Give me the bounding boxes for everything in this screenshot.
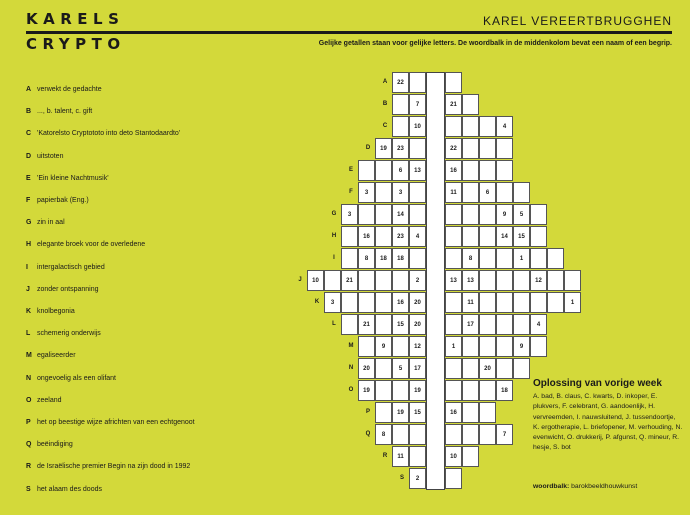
clue-text: 'Katorelsto Cryptototo into deto Stantodaardto': [37, 130, 181, 138]
clue-letter: P: [26, 419, 31, 426]
clue-letter: E: [26, 174, 31, 182]
grid-cell[interactable]: 13: [409, 160, 426, 181]
grid-cell[interactable]: [409, 138, 426, 159]
clue-l: [26, 330, 101, 337]
grid-cell[interactable]: [409, 248, 426, 269]
clue-text: zonder ontspanning: [37, 285, 99, 293]
clue-text: ..., b. talent, c. gift: [37, 108, 93, 116]
grid-cell[interactable]: [479, 204, 496, 225]
clue-e: [26, 175, 109, 182]
grid-cell[interactable]: [409, 446, 426, 467]
grid-cell[interactable]: [375, 182, 392, 203]
grid-cell[interactable]: 20: [409, 314, 426, 335]
grid-cell[interactable]: [462, 182, 479, 203]
clue-text: schemerig onderwijs: [37, 330, 101, 338]
grid-cell[interactable]: 3: [324, 292, 341, 313]
grid-cell[interactable]: 18: [375, 248, 392, 269]
clue-letter: B: [26, 108, 32, 116]
grid-cell[interactable]: [479, 336, 496, 357]
clue-text: zin in aal: [37, 219, 65, 227]
clue-o: [26, 397, 62, 404]
grid-cell[interactable]: 9: [375, 336, 392, 357]
grid-cell[interactable]: 16: [445, 402, 462, 423]
grid-cell[interactable]: [496, 160, 513, 181]
clue-r: [26, 463, 190, 470]
grid-cell[interactable]: 23: [392, 138, 409, 159]
clue-letter: K: [26, 308, 32, 315]
clue-m: [26, 352, 76, 359]
clue-letter: N: [26, 374, 32, 382]
clue-text: zeeland: [37, 396, 62, 404]
grid-cell[interactable]: 20: [409, 292, 426, 313]
row-label-k: K: [314, 299, 320, 305]
grid-cell[interactable]: [409, 424, 426, 445]
grid-cell[interactable]: 1: [564, 292, 581, 313]
grid-cell[interactable]: [479, 248, 496, 269]
grid-cell[interactable]: 22: [445, 138, 462, 159]
clue-text: 'Ein kleine Nachtmusik': [37, 174, 109, 182]
grid-cell[interactable]: [496, 138, 513, 159]
grid-cell[interactable]: 2: [409, 270, 426, 291]
grid-cell[interactable]: 6: [392, 160, 409, 181]
grid-cell[interactable]: 8: [375, 424, 392, 445]
clue-text: egaliseerder: [37, 352, 76, 360]
clue-text: het alaam des doods: [37, 485, 102, 493]
grid-cell[interactable]: [341, 226, 358, 247]
grid-cell[interactable]: [392, 116, 409, 137]
grid-cell[interactable]: 21: [358, 314, 375, 335]
grid-cell[interactable]: [479, 314, 496, 335]
grid-cell[interactable]: [496, 292, 513, 313]
clue-text: het op beestige wijze africhten van een echtgenoot: [37, 419, 195, 426]
grid-cell[interactable]: [530, 204, 547, 225]
grid-cell[interactable]: [462, 380, 479, 401]
grid-cell[interactable]: [375, 402, 392, 423]
grid-cell[interactable]: [530, 248, 547, 269]
grid-cell[interactable]: 19: [392, 402, 409, 423]
clue-f: [26, 197, 89, 204]
grid-cell[interactable]: 9: [513, 336, 530, 357]
grid-cell[interactable]: 15: [513, 226, 530, 247]
grid-cell[interactable]: [547, 248, 564, 269]
clue-letter: J: [26, 285, 30, 293]
grid-cell[interactable]: 14: [392, 204, 409, 225]
grid-cell[interactable]: 17: [462, 314, 479, 335]
word-bar-value: barokbeeldhouwkunst: [571, 483, 638, 490]
grid-cell[interactable]: [530, 292, 547, 313]
solution-text: A. bad, B. claus, C. kwarts, D. inkoper, E. plukvers, F. celebrant, G. aandoenlijk, H. vervreemden, I. nauwsluitend, J. tussendoortje, K. ergotherapie, L. briefopener, M. verhouding, N. evenwicht, O. drukkerij, P. afgunst, Q. mineur, R. hesje, S. bot: [533, 393, 683, 452]
grid-cell[interactable]: [479, 270, 496, 291]
grid-cell[interactable]: 4: [496, 116, 513, 137]
clue-s: [26, 486, 102, 493]
grid-cell[interactable]: [392, 94, 409, 115]
grid-cell[interactable]: [479, 226, 496, 247]
clue-letter: O: [26, 396, 32, 404]
logo-line-2: CRYPTO: [26, 35, 126, 53]
clue-letter: D: [26, 152, 32, 160]
clue-k: [26, 308, 75, 315]
clue-letter: L: [26, 330, 31, 338]
grid-cell[interactable]: [479, 160, 496, 181]
grid-cell[interactable]: [496, 248, 513, 269]
grid-cell[interactable]: 11: [445, 182, 462, 203]
row-label-r: R: [382, 453, 388, 459]
grid-cell[interactable]: 3: [392, 182, 409, 203]
row-label-d: D: [365, 145, 371, 151]
clue-b: [26, 108, 92, 115]
instructions: Gelijke getallen staan voor gelijke letters. De woordbalk in de middenkolom bevat een naam of een begrip.: [318, 40, 672, 47]
grid-cell[interactable]: 7: [409, 94, 426, 115]
grid-cell[interactable]: [513, 314, 530, 335]
grid-cell[interactable]: [375, 270, 392, 291]
grid-cell[interactable]: [462, 138, 479, 159]
grid-cell[interactable]: 8: [462, 248, 479, 269]
grid-cell[interactable]: [341, 248, 358, 269]
grid-cell[interactable]: [445, 226, 462, 247]
word-bar-column[interactable]: [426, 72, 445, 490]
clue-text: beëindiging: [37, 441, 73, 449]
grid-cell[interactable]: 19: [409, 380, 426, 401]
grid-cell[interactable]: [496, 336, 513, 357]
solution-title: Oplossing van vorige week: [533, 378, 662, 389]
grid-cell[interactable]: 15: [392, 314, 409, 335]
author-name: KAREL VEREERTBRUGGHEN: [482, 14, 672, 28]
grid-cell[interactable]: 1: [445, 336, 462, 357]
grid-cell[interactable]: [409, 72, 426, 93]
grid-cell[interactable]: [496, 270, 513, 291]
grid-cell[interactable]: [445, 204, 462, 225]
grid-cell[interactable]: [375, 380, 392, 401]
row-label-f: F: [349, 189, 353, 195]
grid-cell[interactable]: 8: [358, 248, 375, 269]
row-label-g: G: [331, 211, 337, 217]
clue-letter: F: [26, 197, 31, 204]
grid-cell[interactable]: 22: [392, 72, 409, 93]
grid-cell[interactable]: [445, 248, 462, 269]
grid-cell[interactable]: [445, 314, 462, 335]
clue-q: [26, 441, 73, 448]
grid-cell[interactable]: [445, 292, 462, 313]
row-label-c: C: [382, 123, 388, 129]
grid-cell[interactable]: [462, 402, 479, 423]
clue-g: [26, 219, 65, 226]
grid-cell[interactable]: 15: [409, 402, 426, 423]
grid-cell[interactable]: [445, 116, 462, 137]
grid-cell[interactable]: [496, 358, 513, 379]
grid-cell[interactable]: [392, 270, 409, 291]
grid-cell[interactable]: 21: [341, 270, 358, 291]
clue-letter: G: [26, 219, 32, 227]
row-label-m: M: [348, 343, 354, 349]
grid-cell[interactable]: [375, 358, 392, 379]
grid-cell[interactable]: [409, 182, 426, 203]
clue-i: [26, 264, 105, 271]
grid-cell[interactable]: [445, 424, 462, 445]
grid-cell[interactable]: 6: [479, 182, 496, 203]
grid-cell[interactable]: [462, 116, 479, 137]
grid-cell[interactable]: 1: [513, 248, 530, 269]
grid-cell[interactable]: [479, 380, 496, 401]
row-label-q: Q: [365, 431, 371, 437]
grid-cell[interactable]: 20: [479, 358, 496, 379]
grid-cell[interactable]: [375, 292, 392, 313]
grid-cell[interactable]: [358, 292, 375, 313]
row-label-a: A: [382, 79, 388, 85]
clue-text: papierbak (Eng.): [37, 197, 89, 204]
clue-letter: S: [26, 485, 31, 493]
grid-cell[interactable]: [479, 402, 496, 423]
clue-n: [26, 375, 116, 382]
row-label-e: E: [348, 167, 353, 173]
clue-j: [26, 286, 99, 293]
grid-cell[interactable]: [341, 314, 358, 335]
grid-cell[interactable]: [479, 116, 496, 137]
grid-cell[interactable]: 10: [307, 270, 324, 291]
clue-text: knolbegonia: [37, 308, 75, 315]
grid-cell[interactable]: [496, 314, 513, 335]
grid-cell[interactable]: 18: [392, 248, 409, 269]
grid-cell[interactable]: [445, 72, 462, 93]
row-label-j: J: [298, 277, 302, 283]
clue-letter: M: [26, 352, 32, 360]
grid-cell[interactable]: 17: [409, 358, 426, 379]
grid-cell[interactable]: 12: [409, 336, 426, 357]
grid-cell[interactable]: 16: [358, 226, 375, 247]
clue-letter: I: [26, 263, 28, 271]
grid-cell[interactable]: [392, 380, 409, 401]
clue-text: elegante broek voor de overledene: [37, 241, 146, 249]
grid-cell[interactable]: 3: [358, 182, 375, 203]
grid-cell[interactable]: [375, 160, 392, 181]
grid-cell[interactable]: 16: [392, 292, 409, 313]
grid-cell[interactable]: 5: [513, 204, 530, 225]
grid-cell[interactable]: 20: [358, 358, 375, 379]
clue-text: de Israëlische premier Begin na zijn dood in 1992: [37, 463, 191, 471]
grid-cell[interactable]: [358, 270, 375, 291]
grid-cell[interactable]: 21: [445, 94, 462, 115]
grid-cell[interactable]: [375, 204, 392, 225]
grid-cell[interactable]: 11: [392, 446, 409, 467]
grid-cell[interactable]: [513, 292, 530, 313]
grid-cell[interactable]: 16: [445, 160, 462, 181]
clue-text: ongevoelig als een olifant: [37, 374, 117, 382]
grid-cell[interactable]: 5: [392, 358, 409, 379]
solution-word-bar: [533, 483, 637, 490]
grid-cell[interactable]: 19: [358, 380, 375, 401]
grid-cell[interactable]: 10: [409, 116, 426, 137]
grid-cell[interactable]: [530, 336, 547, 357]
grid-cell[interactable]: 18: [496, 380, 513, 401]
grid-cell[interactable]: 12: [530, 270, 547, 291]
grid-cell[interactable]: [479, 138, 496, 159]
clue-letter: A: [26, 86, 32, 93]
grid-cell[interactable]: 23: [392, 226, 409, 247]
row-label-h: H: [331, 233, 337, 239]
grid-cell[interactable]: 13: [462, 270, 479, 291]
logo-line-1: KARELS: [26, 10, 125, 28]
grid-cell[interactable]: 3: [341, 204, 358, 225]
clue-a: [26, 86, 102, 93]
grid-cell[interactable]: [479, 424, 496, 445]
grid-cell[interactable]: [358, 336, 375, 357]
grid-cell[interactable]: [392, 336, 409, 357]
row-label-o: O: [348, 387, 354, 393]
grid-cell[interactable]: [462, 94, 479, 115]
grid-cell[interactable]: [462, 160, 479, 181]
grid-cell[interactable]: [547, 292, 564, 313]
clue-letter: R: [26, 463, 32, 471]
grid-cell[interactable]: [547, 270, 564, 291]
grid-cell[interactable]: 4: [530, 314, 547, 335]
clue-letter: Q: [26, 441, 32, 449]
clue-h: [26, 241, 145, 248]
grid-cell[interactable]: [462, 446, 479, 467]
row-label-l: L: [332, 321, 336, 327]
grid-cell[interactable]: [530, 226, 547, 247]
grid-cell[interactable]: 7: [496, 424, 513, 445]
row-label-s: S: [399, 475, 404, 481]
clue-text: uitstoten: [37, 152, 64, 160]
grid-cell[interactable]: 9: [496, 204, 513, 225]
grid-cell[interactable]: 19: [375, 138, 392, 159]
grid-cell[interactable]: [358, 204, 375, 225]
row-label-n: N: [348, 365, 354, 371]
grid-cell[interactable]: [392, 424, 409, 445]
grid-cell[interactable]: [496, 182, 513, 203]
grid-cell[interactable]: [409, 204, 426, 225]
clue-text: verwekt de gedachte: [37, 86, 102, 93]
word-bar-label: woordbalk:: [533, 483, 570, 490]
grid-cell[interactable]: [462, 424, 479, 445]
grid-cell[interactable]: [341, 292, 358, 313]
grid-cell[interactable]: [445, 468, 462, 489]
grid-cell[interactable]: [445, 380, 462, 401]
grid-cell[interactable]: [375, 314, 392, 335]
grid-cell[interactable]: [375, 226, 392, 247]
grid-cell[interactable]: [462, 336, 479, 357]
grid-cell[interactable]: 10: [445, 446, 462, 467]
grid-cell[interactable]: 14: [496, 226, 513, 247]
grid-cell[interactable]: [324, 270, 341, 291]
clue-letter: C: [26, 130, 32, 138]
clue-text: intergalactisch gebied: [37, 263, 105, 271]
grid-cell[interactable]: [513, 270, 530, 291]
grid-cell[interactable]: [479, 292, 496, 313]
solution-box: [533, 378, 683, 490]
grid-cell[interactable]: [445, 358, 462, 379]
grid-cell[interactable]: [462, 204, 479, 225]
clue-c: [26, 130, 180, 137]
grid-cell[interactable]: 13: [445, 270, 462, 291]
grid-cell[interactable]: [462, 226, 479, 247]
clue-d: [26, 153, 63, 160]
row-label-i: I: [333, 255, 335, 261]
grid-cell[interactable]: 11: [462, 292, 479, 313]
grid-cell[interactable]: [513, 182, 530, 203]
grid-cell[interactable]: [358, 160, 375, 181]
row-label-p: P: [365, 409, 370, 415]
grid-cell[interactable]: 2: [409, 468, 426, 489]
row-label-b: B: [382, 101, 388, 107]
clue-p: [26, 419, 195, 426]
grid-cell[interactable]: [462, 358, 479, 379]
clue-letter: H: [26, 241, 32, 249]
grid-cell[interactable]: [564, 270, 581, 291]
header-rule: [26, 31, 672, 34]
grid-cell[interactable]: [513, 358, 530, 379]
grid-cell[interactable]: 4: [409, 226, 426, 247]
